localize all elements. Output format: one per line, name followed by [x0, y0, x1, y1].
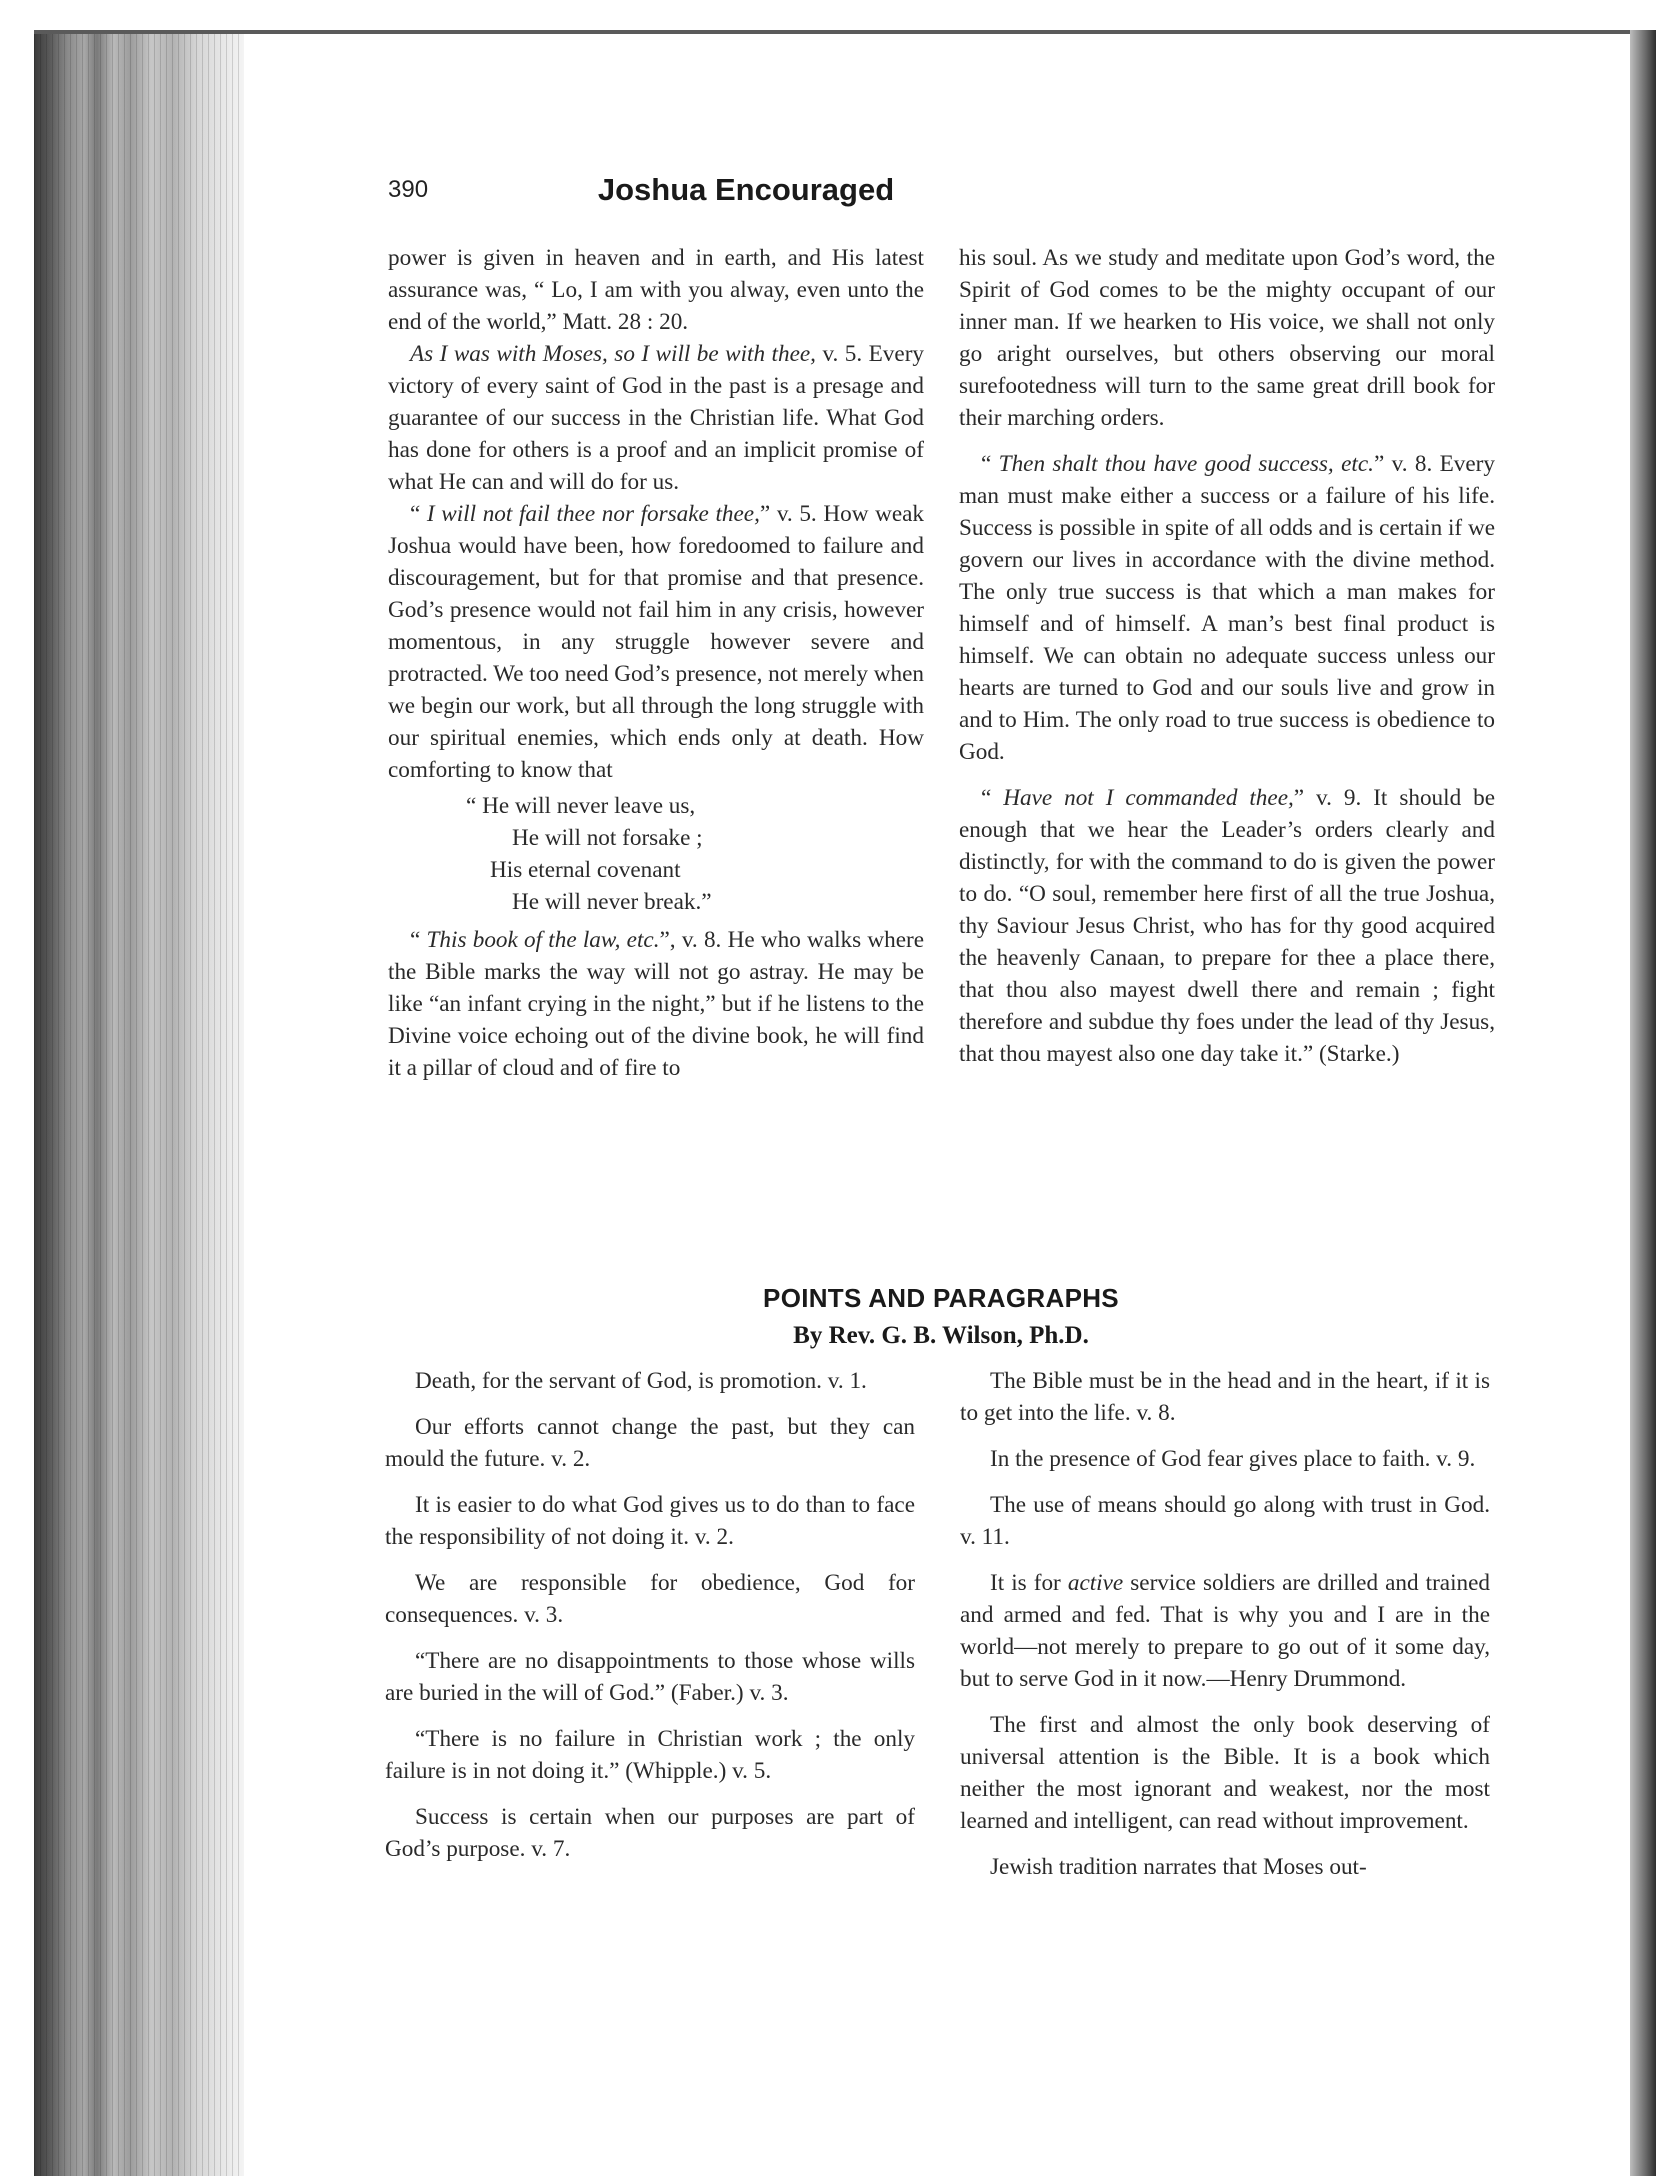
point-paragraph: The first and almost the only book deserving of universal attention is the Bible. It is a book which neither the most ignorant and weakest, nor the most learned and intelligent, can read without improvement.	[960, 1712, 1490, 1834]
poem-line: His eternal covenant	[490, 857, 681, 883]
text-column-right	[959, 242, 1495, 1070]
running-title: Joshua Encouraged	[597, 172, 895, 207]
quote-mark: “	[981, 785, 1004, 811]
quote-mark: “	[981, 451, 999, 477]
page-header	[388, 172, 1104, 216]
verse-quote: Have not I commanded thee,	[1003, 785, 1294, 811]
poem-line: “ He will never leave us,	[466, 793, 696, 819]
poem-line: He will not forsake ;	[512, 825, 703, 851]
paragraph-text: It is for	[990, 1570, 1068, 1596]
text-column-left	[388, 242, 924, 1084]
verse-quote: As I was with Moses, so I will be with thee,	[410, 341, 816, 367]
book-top-edge	[34, 30, 1634, 34]
point-paragraph	[960, 1567, 1490, 1695]
point-paragraph: “There is no failure in Christian work ; the only failure is in not doing it.” (Whipple.) v. 5.	[385, 1726, 915, 1784]
verse-quote: Then shalt thou have good success, etc.	[998, 451, 1374, 477]
paragraph: his soul. As we study and meditate upon God’s word, the Spirit of God comes to be the mighty occupant of our inner man. If we hearken to His voice, we shall not only go aright ourselves, but others observing our moral surefootedness will turn to the same great drill book for their marching orders.	[959, 245, 1495, 431]
poem	[388, 790, 924, 918]
quote-mark: “	[410, 927, 427, 953]
poem-line: He will never break.”	[512, 889, 712, 915]
points-column-right	[960, 1365, 1490, 1897]
points-column-left	[385, 1365, 915, 1879]
emphasis: active	[1067, 1570, 1124, 1596]
point-paragraph: We are responsible for obedience, God for consequences. v. 3.	[385, 1570, 915, 1628]
quote-mark: “	[410, 501, 427, 527]
point-paragraph: Success is certain when our purposes are part of God’s purpose. v. 7.	[385, 1804, 915, 1862]
point-paragraph: In the presence of God fear gives place to faith. v. 9.	[990, 1446, 1476, 1472]
byline: By Rev. G. B. Wilson, Ph.D.	[793, 1322, 1089, 1349]
paragraph-text: v. 5. Every victory of every saint of God in the past is a presage and guarantee of our success in the Christian life. What God has done for others is a proof and an implicit promise of what He can and will do for us.	[388, 341, 925, 495]
point-paragraph: Death, for the servant of God, is promotion. v. 1.	[415, 1368, 867, 1394]
paragraph	[388, 338, 924, 498]
point-paragraph: The use of means should go along with trust in God. v. 11.	[960, 1492, 1490, 1550]
paragraph	[388, 924, 924, 1084]
page-number: 390	[388, 176, 429, 203]
verse-quote: This book of the law, etc.	[426, 927, 660, 953]
book-page-edges	[34, 30, 244, 2176]
paragraph	[959, 448, 1495, 768]
paragraph	[959, 782, 1495, 1070]
verse-quote: I will not fail thee nor forsake thee,	[426, 501, 760, 527]
point-paragraph: Jewish tradition narrates that Moses out-	[990, 1854, 1367, 1880]
paragraph-text: ” v. 9. It should be enough that we hear the Leader’s orders clearly and distinctly, for with the command to do is given the power to do. “O soul, remember here first of all the true Joshua, thy Saviour Jesus Christ, who has for thy good acquired the heavenly Canaan, to prepare for thee a place there, that thou also mayest dwell there and remain ; fight therefore and subdue thy foes under the lead of thy Jesus, that thou mayest also one day take it.” (Starke.)	[959, 785, 1496, 1067]
paragraph: power is given in heaven and in earth, and His latest assurance was, “ Lo, I am with you alway, even unto the end of the world,” Matt. 28 : 20.	[388, 245, 924, 335]
point-paragraph: The Bible must be in the head and in the heart, if it is to get into the life. v. 8.	[960, 1368, 1490, 1426]
section-title: POINTS AND PARAGRAPHS	[763, 1283, 1119, 1313]
book-right-edge	[1630, 30, 1656, 2176]
paragraph-text: service soldiers are drilled and trained and armed and fed. That is why you and I are in the world—not merely to prepare to go out of it some day, but to serve God in it now.—Henry Drummond.	[960, 1570, 1491, 1692]
paragraph-text: ” v. 5. How weak Joshua would have been, how foredoomed to failure and discouragement, but for that promise and that presence. God’s presence would not fail him in any crisis, however momentous, in any struggle however severe and protracted. We too need God’s presence, not merely when we begin our work, but all through the long struggle with our spiritual enemies, which ends only at death. How comforting to know that	[388, 501, 924, 783]
paragraph	[388, 498, 924, 786]
paragraph-text: ” v. 8. Every man must make either a success or a failure of his life. Success is possible in spite of all odds and is certain if we govern our lives in accordance with the divine method. The only true success is that which a man makes for himself and of himself. A man’s best final product is himself. We can obtain no adequate success unless our hearts are turned to God and our souls live and grow in and to Him. The only road to true success is obedience to God.	[959, 451, 1495, 765]
paragraph-text: ”, v. 8. He who walks where the Bible marks the way will not go astray. He may be like “an infant crying in the night,” but if he listens to the Divine voice echoing out of the divine book, he will find it a pillar of cloud and of fire to	[388, 927, 925, 1081]
point-paragraph: “There are no disappointments to those whose wills are buried in the will of God.” (Faber.) v. 3.	[385, 1648, 915, 1706]
point-paragraph: It is easier to do what God gives us to do than to face the responsibility of not doing it. v. 2.	[385, 1492, 915, 1550]
point-paragraph: Our efforts cannot change the past, but they can mould the future. v. 2.	[385, 1414, 915, 1472]
